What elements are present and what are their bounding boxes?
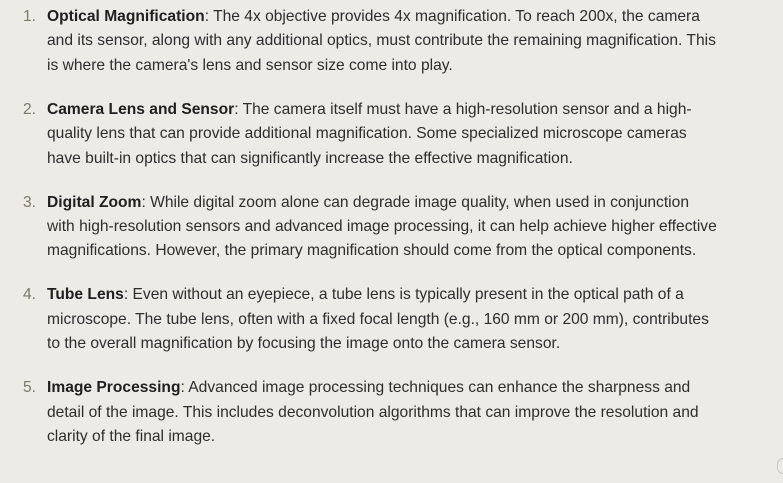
scroll-indicator-icon[interactable] xyxy=(777,458,783,474)
list-number: 4. xyxy=(23,286,37,304)
list-term: Digital Zoom xyxy=(47,193,142,211)
list-item xyxy=(0,191,717,264)
list-item xyxy=(0,376,717,449)
list-text: : Even without an eyepiece, a tube lens is typically present in the optical path of a microscope. The tube lens, often with a fixed focal length (e.g., 160 mm or 200 mm), contributes to the overall magnification by focusing the image onto the camera sensor. xyxy=(47,286,709,353)
list-number: 1. xyxy=(23,8,37,25)
list-number: 2. xyxy=(23,100,37,118)
list-term: Tube Lens xyxy=(47,286,124,304)
list-number: 3. xyxy=(23,193,37,211)
list-item xyxy=(0,98,717,171)
list-item xyxy=(0,283,717,356)
list-text: : The 4x objective provides 4x magnification. To reach 200x, the camera and its sensor, along with any additional optics, must contribute the remaining magnification. This is where the camera's lens and sensor size come into play. xyxy=(47,8,716,74)
list-text: : The camera itself must have a high-resolution sensor and a high-quality lens that can provide additional magnification. Some specialized microscope cameras have built-in optics that can significantly increase the effective magnification. xyxy=(47,100,692,167)
list-item xyxy=(0,5,717,78)
list-term: Image Processing xyxy=(47,379,181,397)
list-term: Optical Magnification xyxy=(47,8,205,25)
list-term: Camera Lens and Sensor xyxy=(47,100,235,118)
numbered-list xyxy=(0,5,783,469)
list-number: 5. xyxy=(23,379,37,397)
list-text: : While digital zoom alone can degrade image quality, when used in conjunction with high-resolution sensors and advanced image processing, it can help achieve higher effective magnifications. However, the primary magnification should come from the optical components. xyxy=(47,193,717,260)
list-text: : Advanced image processing techniques can enhance the sharpness and detail of the image. This includes deconvolution algorithms that can improve the resolution and clarity of the final image. xyxy=(47,379,699,446)
